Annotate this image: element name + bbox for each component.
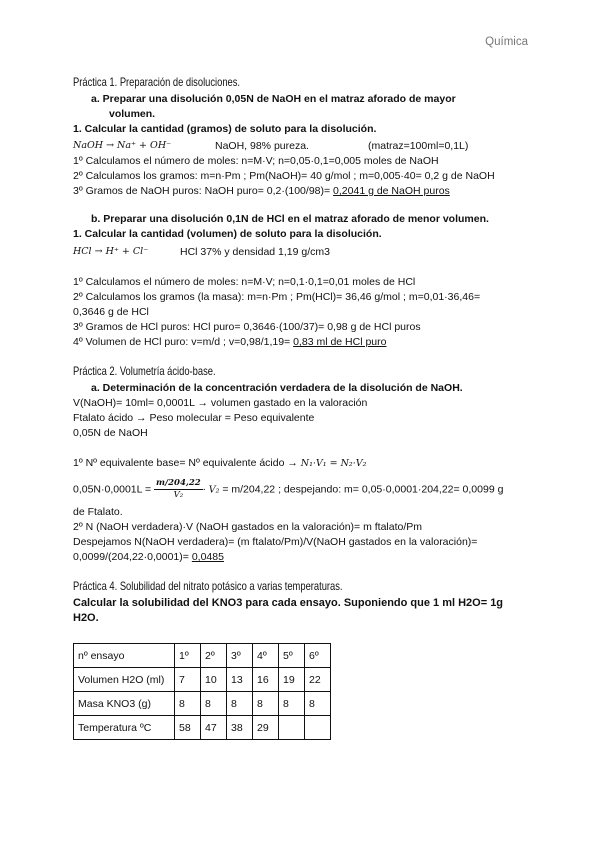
table-cell: 2º — [201, 644, 227, 668]
table-cell: 4º — [253, 644, 279, 668]
table-cell: 8 — [253, 692, 279, 716]
reaction-naoh: NaOH → Na⁺ + OH⁻ — [73, 140, 172, 151]
table-row — [74, 668, 331, 692]
table-row — [74, 644, 331, 668]
step-3-result: 0,2041 g de NaOH puros — [333, 185, 450, 197]
calc-heading-b: 1. Calcular la cantidad (volumen) de soluto para la disolución. — [73, 228, 382, 240]
table-cell: 8 — [201, 692, 227, 716]
step-3-text: 3º Gramos de NaOH puros: NaOH puro= 0,2·(100/98)= — [73, 185, 334, 197]
step-b-1: 1º Calculamos el número de moles: n=M·V; n=0,1·0,1=0,01 moles de HCl — [73, 276, 416, 288]
solubility-table — [73, 643, 331, 740]
step-3 — [73, 185, 450, 197]
p2-line-9 — [73, 551, 224, 563]
step-b-2-line2: 0,3646 g de HCl — [73, 306, 149, 318]
equivalence-equation: N₁·V₁ = N₂·V₂ — [300, 458, 367, 469]
table-cell: 38 — [227, 716, 253, 740]
fraction-denominator: V₂ — [173, 490, 184, 500]
table-cell — [305, 716, 331, 740]
table-cell: 8 — [279, 692, 305, 716]
step-b-3: 3º Gramos de HCl puros: HCl puro= 0,3646·(100/37)= 0,98 g de HCl puros — [73, 321, 421, 333]
table-row — [74, 716, 331, 740]
section-title-practica-2: Práctica 2. Volumetría ácido-base. — [73, 364, 216, 378]
reaction-hcl-info: HCl 37% y densidad 1,19 g/cm3 — [180, 246, 330, 258]
p2-line-5-result: = m/204,22 ; despejando: m= 0,05·0,0001·204,22= 0,0099 g — [219, 483, 504, 496]
p2-line-1: V(NaOH)= 10ml= 0,0001L → volumen gastado en la valoración — [73, 397, 368, 409]
section-title-practica-1: Práctica 1. Preparación de disoluciones. — [73, 75, 241, 89]
table-cell: 7 — [175, 668, 201, 692]
table-cell: 8 — [175, 692, 201, 716]
p2-line-4-text: 1º Nº equivalente base= Nº equivalente ácido → — [73, 457, 301, 469]
reaction-hcl: HCl → H⁺ + Cl⁻ — [73, 246, 149, 257]
p2-line-3: 0,05N de NaOH — [73, 427, 148, 439]
step-b-4-text: 4º Volumen de HCl puro: v=m/d ; v=0,98/1,19= — [73, 336, 294, 348]
p2-line-9-text: 0,0099/(204,22·0,0001)= — [73, 551, 192, 563]
table-cell: 47 — [201, 716, 227, 740]
table-cell: 10 — [201, 668, 227, 692]
page-header: Química — [485, 36, 528, 48]
calc-heading-a: 1. Calcular la cantidad (gramos) de soluto para la disolución. — [73, 123, 377, 135]
p2-line-8: Despejamos N(NaOH verdadera)= (m ftalato/Pm)/V(NaOH gastados en la valoración)= — [73, 536, 478, 548]
p2-line-4 — [73, 457, 366, 469]
table-cell: Temperatura ºC — [74, 716, 175, 740]
subheading-b: b. Preparar una disolución 0,1N de HCl en el matraz aforado de menor volumen. — [91, 213, 489, 225]
reaction-naoh-matraz: (matraz=100ml=0,1L) — [368, 140, 469, 152]
p2-line-5-v2: · V₂ — [202, 484, 220, 496]
table-cell: nº ensayo — [74, 644, 175, 668]
p2-line-7: 2º N (NaOH verdadera)·V (NaOH gastados en la valoración)= m ftalato/Pm — [73, 521, 423, 533]
step-b-2-line1: 2º Calculamos los gramos (la masa): m=n·Pm ; Pm(HCl)= 36,46 g/mol ; m=0,01·36,46= — [73, 291, 481, 303]
p4-heading-line1: Calcular la solubilidad del KNO3 para cada ensayo. Suponiendo que 1 ml H2O= 1g — [73, 597, 504, 609]
table-cell: 19 — [279, 668, 305, 692]
subheading-a-line2: volumen. — [109, 108, 156, 120]
section-title-practica-4: Práctica 4. Solubilidad del nitrato potásico a varias temperaturas. — [73, 579, 343, 593]
step-b-4 — [73, 336, 386, 348]
subheading-a-line1: a. Preparar una disolución 0,05N de NaOH en el matraz aforado de mayor — [91, 93, 456, 105]
fraction-numerator: m/204,22 — [156, 478, 201, 488]
table-cell: 29 — [253, 716, 279, 740]
p2-line-5 — [73, 478, 503, 501]
table-cell: 13 — [227, 668, 253, 692]
table-cell: 22 — [305, 668, 331, 692]
mass-fraction — [154, 478, 203, 501]
table-cell: 6º — [305, 644, 331, 668]
table-cell: 16 — [253, 668, 279, 692]
table-cell: 5º — [279, 644, 305, 668]
subheading-p2-a: a. Determinación de la concentración verdadera de la disolución de NaOH. — [91, 382, 463, 394]
step-b-4-result: 0,83 ml de HCl puro — [293, 336, 387, 348]
table-cell: 3º — [227, 644, 253, 668]
table-cell: 8 — [227, 692, 253, 716]
table-cell: Masa KNO3 (g) — [74, 692, 175, 716]
table-cell — [279, 716, 305, 740]
table-cell: 58 — [175, 716, 201, 740]
p2-line-2: Ftalato ácido → Peso molecular = Peso equivalente — [73, 412, 315, 424]
table-cell: 1º — [175, 644, 201, 668]
step-1: 1º Calculamos el número de moles: n=M·V; n=0,05·0,1=0,005 moles de NaOH — [73, 155, 439, 167]
table-cell: Volumen H2O (ml) — [74, 668, 175, 692]
table-cell: 8 — [305, 692, 331, 716]
table-row — [74, 692, 331, 716]
p2-line-9-result: 0,0485 — [191, 551, 224, 563]
p2-line-5-text: 0,05N·0,0001L = — [73, 483, 155, 496]
reaction-naoh-info: NaOH, 98% pureza. — [215, 140, 309, 152]
p4-heading-line2: H2O. — [73, 612, 99, 624]
step-2: 2º Calculamos los gramos: m=n·Pm ; Pm(NaOH)= 40 g/mol ; m=0,005·40= 0,2 g de NaOH — [73, 170, 495, 182]
p2-line-6: de Ftalato. — [73, 506, 123, 518]
